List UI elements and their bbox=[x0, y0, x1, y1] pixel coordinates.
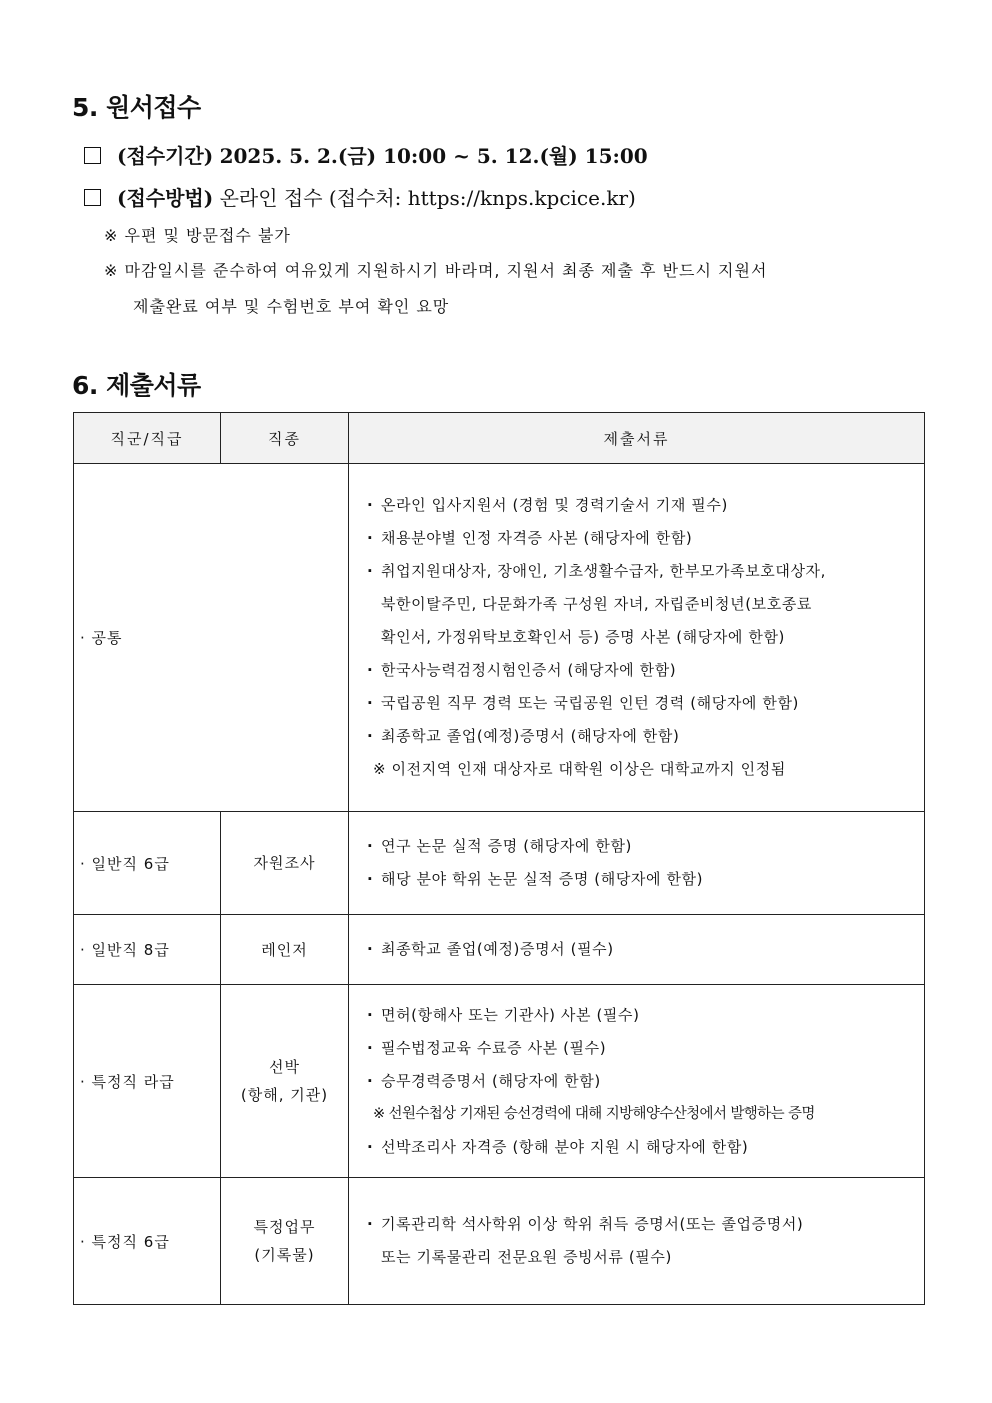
section-6-title: 6. 제출서류 bbox=[72, 371, 201, 400]
header-job: 직종 bbox=[221, 413, 349, 464]
doc-item-continued: 확인서, 가정위탁보호확인서 등) 증명 사본 (해당자에 한함) bbox=[381, 628, 786, 646]
job-line: (항해, 기관) bbox=[240, 1086, 329, 1104]
table-header-row bbox=[74, 413, 925, 464]
doc-item: · 최종학교 졸업(예정)증명서 (해당자에 한함) bbox=[365, 720, 916, 753]
checkbox-square-icon bbox=[84, 189, 101, 206]
category-cell: · 특정직 6급 bbox=[74, 1178, 221, 1305]
doc-item: · 선박조리사 자격증 (항해 분야 지원 시 해당자에 한함) bbox=[365, 1131, 916, 1164]
docs-cell bbox=[349, 812, 925, 915]
note-deadline-line1: ※ 마감일시를 준수하여 여유있게 지원하시기 바라며, 지원서 최종 제출 후 반드시 지원서 bbox=[104, 261, 768, 280]
doc-item: · 최종학교 졸업(예정)증명서 (필수) bbox=[365, 933, 916, 966]
method-value: 온라인 접수 (접수처: https://knps.kpcice.kr) bbox=[219, 186, 636, 210]
doc-item: · 국립공원 직무 경력 또는 국립공원 인턴 경력 (해당자에 한함) bbox=[365, 687, 916, 720]
doc-item-continued: 북한이탈주민, 다문화가족 구성원 자녀, 자립준비청년(보호종료 bbox=[381, 595, 813, 613]
table-row bbox=[74, 1178, 925, 1305]
period-value: 2025. 5. 2.(금) 10:00 ~ 5. 12.(월) 15:00 bbox=[219, 144, 648, 168]
job-cell bbox=[221, 985, 349, 1178]
doc-item: · 채용분야별 인정 자격증 사본 (해당자에 한함) bbox=[365, 522, 916, 555]
job-line: (기록물) bbox=[254, 1246, 315, 1264]
category-cell: · 일반직 6급 bbox=[74, 812, 221, 915]
checkbox-square-icon bbox=[84, 147, 101, 164]
doc-item: · 필수법정교육 수료증 사본 (필수) bbox=[365, 1032, 916, 1065]
doc-note: ※ 선원수첩상 기재된 승선경력에 대해 지방해양수산청에서 발행하는 증명 bbox=[373, 1105, 815, 1122]
docs-cell bbox=[349, 1178, 925, 1305]
doc-item: · 승무경력증명서 (해당자에 한함) bbox=[365, 1065, 916, 1098]
docs-cell bbox=[349, 915, 925, 985]
note-deadline-line2: 제출완료 여부 및 수험번호 부여 확인 요망 bbox=[133, 297, 450, 316]
table-row bbox=[74, 915, 925, 985]
section-5-title: 5. 원서접수 bbox=[72, 93, 201, 122]
doc-item: · 온라인 입사지원서 (경험 및 경력기술서 기재 필수) bbox=[365, 489, 916, 522]
job-cell: 자원조사 bbox=[221, 812, 349, 915]
doc-item: · 취업지원대상자, 장애인, 기초생활수급자, 한부모가족보호대상자, bbox=[365, 555, 916, 588]
doc-item: · 기록관리학 석사학위 이상 학위 취득 증명서(또는 졸업증명서) bbox=[365, 1208, 916, 1241]
method-label: (접수방법) bbox=[117, 186, 214, 210]
note-no-mail: ※ 우편 및 방문접수 불가 bbox=[104, 226, 291, 245]
doc-item-continued: 또는 기록물관리 전문요원 증빙서류 (필수) bbox=[381, 1248, 672, 1266]
table-row bbox=[74, 464, 925, 812]
table-row bbox=[74, 985, 925, 1178]
period-row bbox=[84, 140, 648, 169]
table-row bbox=[74, 812, 925, 915]
doc-item: · 면허(항해사 또는 기관사) 사본 (필수) bbox=[365, 999, 916, 1032]
job-line: 선박 bbox=[269, 1058, 300, 1076]
job-line: 특정업무 bbox=[253, 1218, 316, 1236]
doc-note: ※ 이전지역 인재 대상자로 대학원 이상은 대학교까지 인정됨 bbox=[373, 760, 786, 778]
category-cell: · 특정직 라급 bbox=[74, 985, 221, 1178]
documents-table bbox=[73, 412, 925, 1305]
period-label: (접수기간) bbox=[117, 144, 214, 168]
method-row bbox=[84, 182, 636, 211]
job-cell bbox=[221, 1178, 349, 1305]
docs-cell bbox=[349, 985, 925, 1178]
job-cell: 레인저 bbox=[221, 915, 349, 985]
category-cell: · 일반직 8급 bbox=[74, 915, 221, 985]
header-docs: 제출서류 bbox=[349, 413, 925, 464]
docs-cell bbox=[349, 464, 925, 812]
doc-item: · 한국사능력검정시험인증서 (해당자에 한함) bbox=[365, 654, 916, 687]
category-cell: · 공통 bbox=[74, 464, 349, 812]
header-category: 직군/직급 bbox=[74, 413, 221, 464]
doc-item: · 해당 분야 학위 논문 실적 증명 (해당자에 한함) bbox=[365, 863, 916, 896]
doc-item: · 연구 논문 실적 증명 (해당자에 한함) bbox=[365, 830, 916, 863]
